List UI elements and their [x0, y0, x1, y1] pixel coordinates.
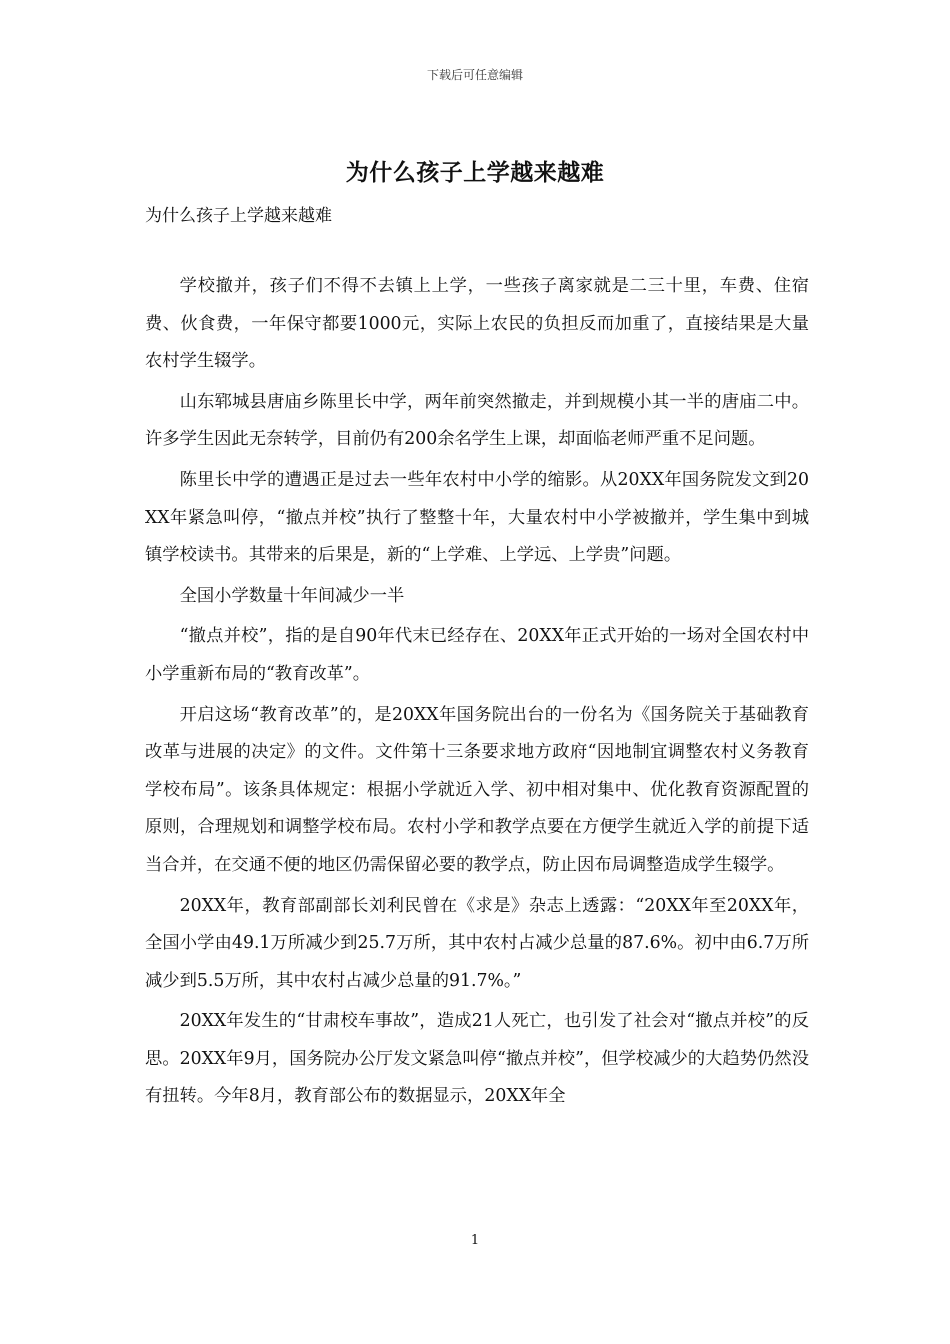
- paragraph-7: 20XX年发生的“甘肃校车事故”，造成21人死亡，也引发了社会对“撤点并校”的反思。20XX年9月，国务院办公厅发文紧急叫停“撤点并校”，但学校减少的大趋势仍然没有扭转。今年8月，教育部公布的数据显示，20XX年全: [145, 1011, 809, 1107]
- paragraph-4: “撤点并校”，指的是自90年代末已经存在、20XX年正式开始的一场对全国农村中小学重新布局的“教育改革”。: [145, 626, 809, 684]
- document-subtitle: 为什么孩子上学越来越难: [145, 206, 332, 226]
- paragraph-2: 山东郓城县唐庙乡陈里长中学，两年前突然撤走，并到规模小其一半的唐庙二中。许多学生因此无奈转学，目前仍有200余名学生上课，却面临老师严重不足问题。: [145, 391, 809, 450]
- paragraph-6: 20XX年，教育部副部长刘利民曾在《求是》杂志上透露：“20XX年至20XX年，全国小学由49.1万所减少到25.7万所，其中农村占减少总量的87.6%。初中由6.7万所减少到5.5万所，其中农村占减少总量的91.7%。”: [145, 895, 809, 991]
- document-title: 为什么孩子上学越来越难: [345, 159, 605, 186]
- page-header-note: 下载后可任意编辑: [426, 68, 523, 82]
- document-body: [145, 268, 809, 1119]
- section-heading: 全国小学数量十年间减少一半: [179, 585, 405, 606]
- paragraph-1: 学校撤并，孩子们不得不去镇上上学，一些孩子离家就是二三十里，车费、住宿费、伙食费，一年保守都要1000元，实际上农民的负担反而加重了，直接结果是大量农村学生辍学。: [145, 276, 809, 372]
- paragraph-3: 陈里长中学的遭遇正是过去一些年农村中小学的缩影。从20XX年国务院发文到20XX年紧急叫停，“撤点并校”执行了整整十年，大量农村中小学被撤并，学生集中到城镇学校读书。其带来的后果是，新的“上学难、上学远、上学贵”问题。: [145, 469, 809, 566]
- paragraph-5: 开启这场“教育改革”的，是20XX年国务院出台的一份名为《国务院关于基础教育改革与进展的决定》的文件。文件第十三条要求地方政府“因地制宜调整农村义务教育学校布局”。该条具体规定：根据小学就近入学、初中相对集中、优化教育资源配置的原则，合理规划和调整学校布局。农村小学和教学点要在方便学生就近入学的前提下适当合并，在交通不便的地区仍需保留必要的教学点，防止因布局调整造成学生辍学。: [145, 704, 809, 875]
- page-number: 1: [470, 1233, 480, 1248]
